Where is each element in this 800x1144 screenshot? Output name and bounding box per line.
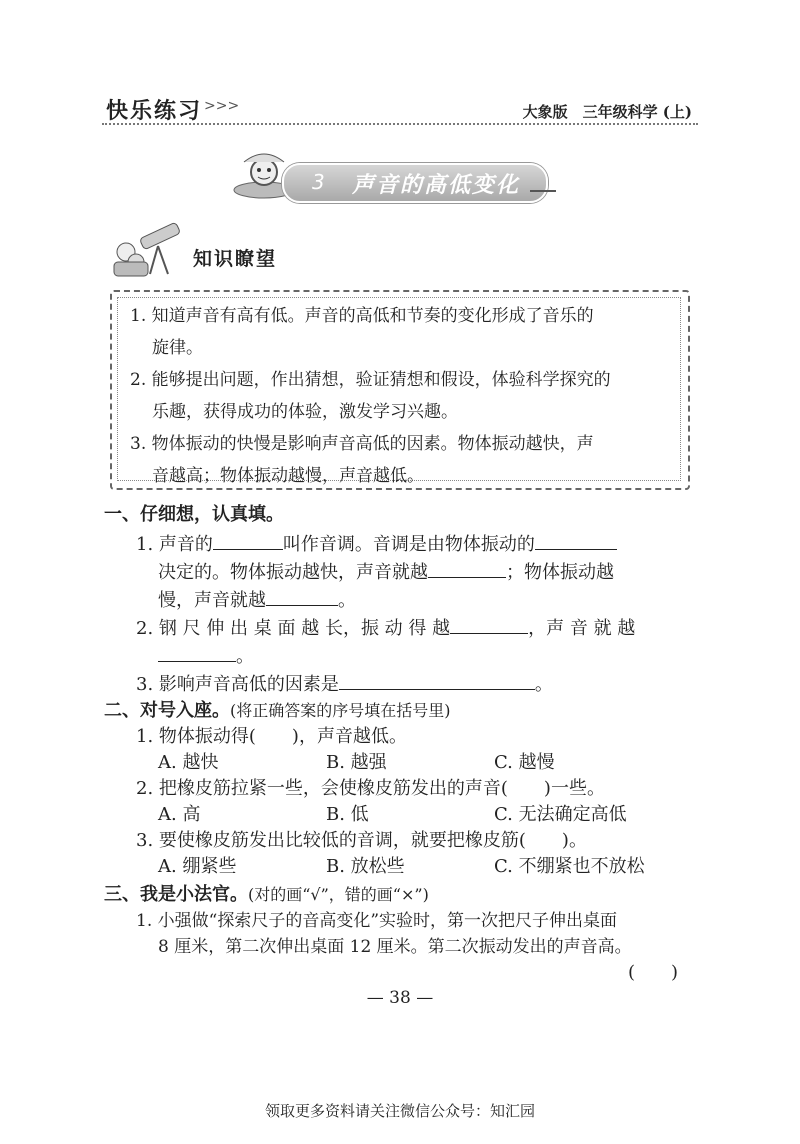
part1-q1-line2	[158, 558, 614, 584]
knowledge-line: 音越高；物体振动越慢，声音越低。	[152, 466, 424, 486]
text: 三、我是小法官。	[104, 884, 248, 905]
telescope-kids-icon	[110, 222, 192, 278]
text: 叫作音调。音调是由物体振动的	[282, 534, 535, 555]
option-a[interactable]: A. 越快	[158, 752, 219, 773]
lesson-title: 声音的高低变化	[352, 173, 521, 198]
answer-blank[interactable]	[450, 615, 528, 634]
answer-blank[interactable]	[339, 671, 535, 690]
header-divider	[102, 123, 698, 125]
answer-blank[interactable]	[428, 559, 506, 578]
text: ；物体振动越	[506, 562, 614, 583]
knowledge-line: 乐趣，获得成功的体验，激发学习兴趣。	[152, 402, 458, 422]
text: ，声 音 就 越	[528, 618, 636, 639]
text: 。	[534, 674, 553, 695]
knowledge-line: 旋律。	[152, 338, 203, 358]
part1-title: 一、仔细想，认真填。	[104, 504, 284, 525]
section-label-knowledge: 知识瞭望	[193, 248, 278, 270]
text: 1. 声音的	[136, 534, 213, 555]
lesson-number: 3	[312, 170, 325, 194]
part1-q3-line	[136, 670, 553, 696]
header-book-info: 大象版 三年级科学 (上)	[522, 103, 692, 121]
answer-blank[interactable]	[158, 643, 236, 662]
option-a[interactable]: A. 高	[158, 804, 201, 825]
option-b[interactable]: B. 放松些	[326, 856, 405, 877]
part1-q1-line1	[136, 530, 617, 556]
instruction-note: (将正确答案的序号填在括号里)	[230, 701, 451, 720]
part2-q3-stem: 3. 要使橡皮筋发出比较低的音调，就要把橡皮筋( )。	[136, 830, 587, 851]
option-c[interactable]: C. 无法确定高低	[494, 804, 627, 825]
knowledge-line: 1. 知道声音有高有低。声音的高低和节奏的变化形成了音乐的	[130, 306, 594, 326]
part3-q1-line1: 1. 小强做“探索尺子的音高变化”实验时，第一次把尺子伸出桌面	[136, 911, 618, 931]
text: 2. 钢 尺 伸 出 桌 面 越 长，振 动 得 越	[136, 618, 451, 639]
part3-title	[104, 880, 429, 906]
text: 。	[338, 590, 356, 611]
part3-q1-line2: 8 厘米，第二次伸出桌面 12 厘米。第二次振动发出的声音高。	[158, 937, 632, 957]
option-b[interactable]: B. 越强	[326, 752, 387, 773]
banner-underline	[530, 190, 556, 192]
footer-note: 领取更多资料请关注微信公众号：知汇园	[264, 1102, 535, 1120]
part2-q1-stem: 1. 物体振动得( )，声音越低。	[136, 726, 407, 747]
part1-q2-line2	[158, 642, 254, 668]
option-a[interactable]: A. 绷紧些	[158, 856, 237, 877]
text: 二、对号入座。	[104, 700, 230, 721]
instruction-note: (对的画“√”，错的画“×”)	[248, 885, 429, 904]
part2-title	[104, 696, 451, 722]
part1-q2-line1	[136, 614, 635, 640]
header-title: 快乐练习	[106, 99, 203, 124]
text: 慢，声音就越	[158, 590, 266, 611]
page-number: — 38 —	[366, 988, 434, 1008]
text: 决定的。物体振动越快，声音就越	[158, 562, 428, 583]
answer-blank[interactable]	[266, 587, 338, 606]
answer-blank[interactable]	[213, 531, 283, 550]
part2-q2-stem: 2. 把橡皮筋拉紧一些，会使橡皮筋发出的声音( )一些。	[136, 778, 605, 799]
knowledge-line: 3. 物体振动的快慢是影响声音高低的因素。物体振动越快，声	[130, 434, 594, 454]
text: 3. 影响声音高低的因素是	[136, 674, 339, 695]
answer-paren[interactable]: ( )	[628, 962, 679, 983]
option-c[interactable]: C. 越慢	[494, 752, 555, 773]
header-arrows-icon: >>>	[204, 98, 240, 114]
text: 。	[236, 646, 254, 667]
option-c[interactable]: C. 不绷紧也不放松	[494, 856, 645, 877]
knowledge-line: 2. 能够提出问题，作出猜想，验证猜想和假设，体验科学探究的	[130, 370, 611, 390]
option-b[interactable]: B. 低	[326, 804, 369, 825]
part1-q1-line3	[158, 586, 356, 612]
answer-blank[interactable]	[535, 531, 617, 550]
